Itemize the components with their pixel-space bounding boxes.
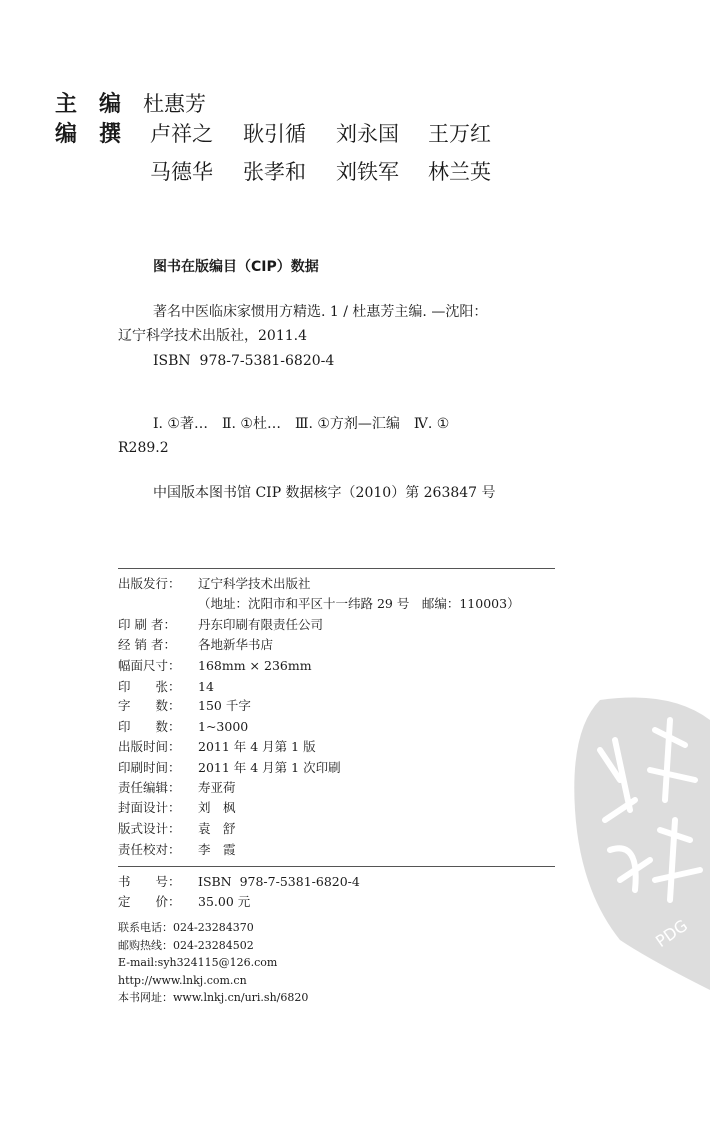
compiler-name: 张孝和 [243,160,306,184]
compiler-name: 刘永国 [336,122,399,146]
cip-classification: Ⅰ. ①著… Ⅱ. ①杜… Ⅲ. ①方剂—汇编 Ⅳ. ① [153,416,450,432]
contact-line [118,992,308,1003]
colophon-row-label: 印刷时间： [118,760,181,775]
colophon-row-label: 出版发行： [118,576,181,591]
colophon-row-value: 袁 舒 [198,821,236,836]
colophon-row-value: 刘 枫 [198,800,236,815]
cip-class-number: R289.2 [118,440,169,456]
colophon-row-value: 李 霞 [198,842,236,857]
divider [118,866,555,867]
colophon-row-label: 字 数： [118,698,181,713]
compilers-label: 编 撰 [55,122,122,147]
colophon-row-label: 幅面尺寸： [118,658,181,673]
colophon-row [118,660,312,673]
colophon-row-value: 辽宁科学技术出版社 [198,576,311,591]
colophon-row-value: 2011 年 4 月第 1 版 [198,739,316,754]
contact-line-value: 邮购热线：024-23284502 [118,939,254,952]
cip-isbn: ISBN 978-7-5381-6820-4 [153,353,335,369]
book-info-row-value: 35.00 元 [198,894,251,909]
colophon-row [118,700,251,713]
colophon-row-value: 1~3000 [198,719,249,734]
colophon-row [118,619,323,632]
cip-title: 图书在版编目（CIP）数据 [153,259,319,275]
compiler-name: 刘铁军 [336,160,399,184]
compiler-name: 卢祥之 [150,122,213,146]
watermark-stamp [560,690,710,990]
colophon-row [118,721,248,734]
compiler-name: 马德华 [150,160,213,184]
contact-line-value: http://www.lnkj.com.cn [118,974,247,987]
book-info-row [118,896,250,909]
colophon-row [118,823,236,836]
compiler-name: 耿引循 [243,122,306,146]
book-info-row [118,876,360,889]
colophon-row-label: 封面设计： [118,800,181,815]
colophon-row [118,598,520,611]
colophon-row-label: 出版时间： [118,739,181,754]
colophon-row [118,681,214,694]
contact-line [118,922,254,933]
cip-line: 辽宁科学技术出版社，2011.4 [118,328,307,344]
colophon-row [118,844,236,857]
colophon-row-label: 经 销 者： [118,637,176,652]
compilers-line-1 [55,124,121,146]
contact-line [118,975,247,986]
colophon-row-value: 2011 年 4 月第 1 次印刷 [198,760,341,775]
colophon-row-label: 印 张： [118,679,181,694]
book-info-row-label: 书 号： [118,874,181,889]
chief-editor-label: 主 编 [55,92,122,117]
colophon-row-label: 版式设计： [118,821,181,836]
cip-verification: 中国版本图书馆 CIP 数据核字（2010）第 263847 号 [153,485,496,501]
colophon-row-value: 14 [198,679,214,694]
colophon-row [118,802,236,815]
colophon-row [118,741,316,754]
colophon-row [118,578,311,591]
colophon-row-value: 丹东印刷有限责任公司 [198,617,324,632]
book-info-row-label: 定 价： [118,894,181,909]
colophon-row-value: 寿亚荷 [198,780,236,795]
contact-line-value: 本书网址：www.lnkj.cn/uri.sh/6820 [118,991,309,1004]
colophon-row-value: 各地新华书店 [198,637,274,652]
colophon-row-label: 印 数： [118,719,181,734]
compiler-name: 王万红 [428,122,491,146]
contact-line-value: E-mail:syh324115@126.com [118,956,278,969]
cip-line: 著名中医临床家惯用方精选. 1 / 杜惠芳主编. —沈阳： [153,304,488,320]
chief-editor-line [55,94,206,116]
contact-line [118,940,254,951]
divider [118,568,555,569]
contact-line-value: 联系电话：024-23284370 [118,921,254,934]
colophon-row [118,782,236,795]
colophon-row-value: 150 千字 [198,698,251,713]
book-info-row-value: ISBN 978-7-5381-6820-4 [198,874,360,889]
colophon-row-label: 印 刷 者： [118,617,176,632]
colophon-row-value: 168mm × 236mm [198,658,312,673]
colophon-row-label: 责任校对： [118,842,181,857]
colophon-row [118,639,273,652]
colophon-row-label: 责任编辑： [118,780,181,795]
colophon-row-value: （地址：沈阳市和平区十一纬路 29 号 邮编：110003） [198,596,520,611]
watermark-text: PDG [651,915,692,951]
contact-line [118,957,277,968]
chief-editor-name: 杜惠芳 [143,92,207,116]
colophon-row [118,762,341,775]
compiler-name: 林兰英 [428,160,491,184]
